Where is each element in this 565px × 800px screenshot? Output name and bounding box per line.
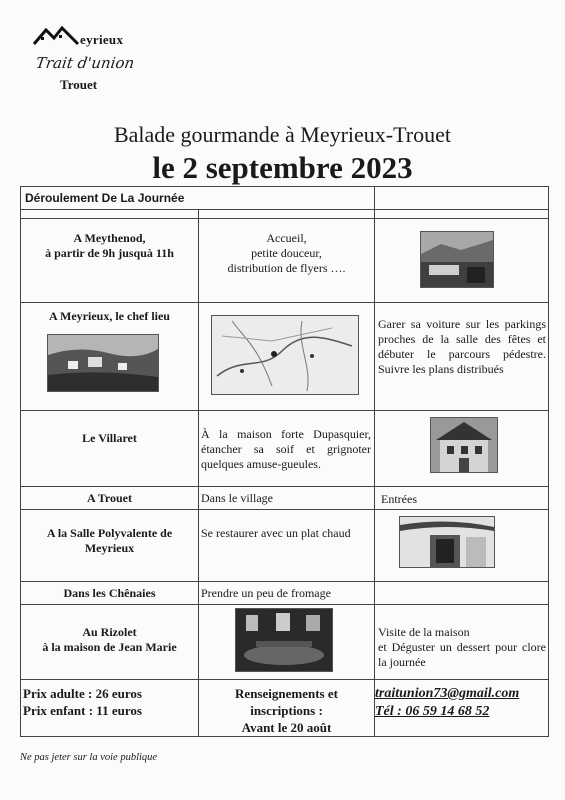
deadline: Avant le 20 août [241,720,332,735]
table-row [21,605,549,680]
footer-notice: Ne pas jeter sur la voie publique [20,752,158,763]
activity-line: distribution de flyers …. [227,261,346,275]
spacer-row [21,210,549,219]
table-row [21,487,549,510]
table-header: Déroulement De La Journée [21,187,375,210]
activity-line: Accueil, [266,231,307,245]
table-row [21,510,549,582]
info-line: Renseignements et [235,686,338,701]
place-trouet: A Trouet [21,487,199,510]
logo-line3: Trouet [60,77,98,92]
jean-marie-house-photo [235,608,333,672]
contact-email-link[interactable]: traitunion73@gmail.com [375,686,520,701]
time-meythenod: à partir de 9h jusquà 11h [45,246,174,260]
meythenod-photo [420,231,494,288]
price-adult: Prix adulte : 26 euros [23,686,142,701]
route-map [211,315,359,395]
dessert-note: et Déguster un dessert pour clore la journée [378,640,546,669]
logo-line1: eyrieux [80,32,124,47]
place-chenaies: Dans les Chênaies [21,582,199,605]
place-villaret: Le Villaret [21,411,199,487]
place-rizolet-house: à la maison de Jean Marie [42,640,177,654]
table-row [21,303,549,411]
info-line: inscriptions : [250,703,323,718]
place-salle: A la Salle Polyvalente de [46,526,173,540]
logo [32,24,142,94]
parking-note: Garer sa voiture sur les parkings proches de la salle des fêtes et débuter le parcours pédestre. Suivre les plans distribués [375,303,549,411]
meyrieux-village-photo [47,334,159,392]
activity-trouet: Dans le village [199,487,375,510]
activity-chenaies: Prendre un peu de fromage [199,582,375,605]
activity-villaret: À la maison forte Dupasquier, étancher sa soif et grignoter quelques amuse-gueules. [199,411,375,487]
salle-polyvalente-photo [399,516,495,568]
entrees-note: Entrées [375,487,549,510]
activity-salle: Se restaurer avec un plat chaud [199,510,375,582]
place-meyrieux: A Meyrieux, le chef lieu [49,309,170,323]
activity-line: petite douceur, [251,246,322,260]
logo-line2: Trait d'union [34,54,136,72]
pricing-row [21,680,549,737]
visit-note: Visite de la maison [378,625,470,639]
table-row [21,411,549,487]
table-row [21,582,549,605]
price-child: Prix enfant : 11 euros [23,703,142,718]
place-rizolet: Au Rizolet [82,625,137,639]
place-meythenod: A Meythenod, [73,231,146,245]
page-date-title: le 2 septembre 2023 [152,150,413,185]
page-title: Balade gourmande à Meyrieux-Trouet [113,122,452,147]
maison-forte-photo [430,417,498,473]
place-salle-town: Meyrieux [84,541,135,555]
contact-phone-link[interactable]: Tél : 06 59 14 68 52 [375,704,490,719]
program-table [20,186,549,737]
table-header-row [21,187,549,210]
table-row [21,219,549,303]
